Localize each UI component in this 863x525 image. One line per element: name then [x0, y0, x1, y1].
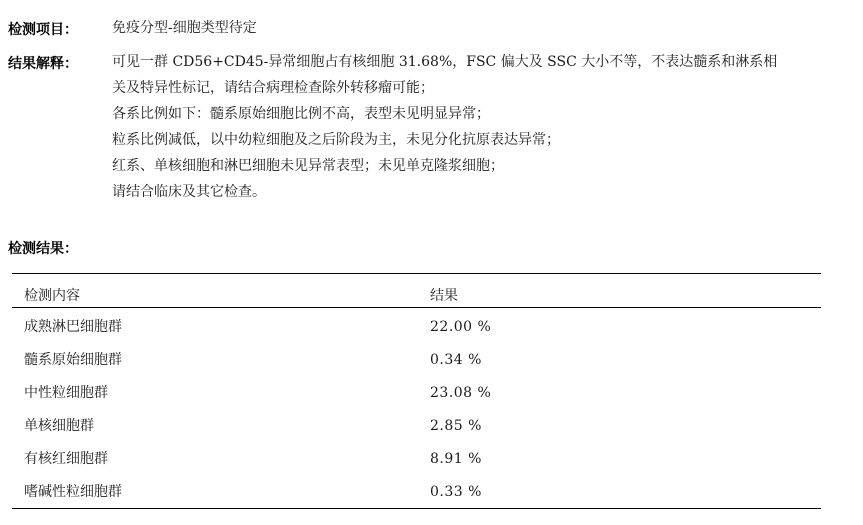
- table-header-rule: [12, 307, 821, 308]
- interpretation-line: 红系、单核细胞和淋巴细胞未见异常表型；未见单克隆浆细胞；: [112, 158, 504, 174]
- column-header-result: 结果: [430, 288, 458, 304]
- interpretation-line: 粒系比例减低，以中幼粒细胞及之后阶段为主，未见分化抗原表达异常；: [112, 132, 560, 148]
- test-item-label: 检测项目：: [8, 22, 78, 38]
- row-item-name: 有核红细胞群: [24, 451, 108, 467]
- table-top-rule: [12, 273, 821, 274]
- row-item-value: 22.00 %: [430, 319, 492, 335]
- interpretation-line: 请结合临床及其它检查。: [112, 184, 266, 200]
- row-item-name: 单核细胞群: [24, 418, 94, 434]
- results-label: 检测结果：: [8, 241, 78, 257]
- row-item-value: 23.08 %: [430, 385, 492, 401]
- interpretation-label: 结果解释：: [8, 56, 78, 72]
- interpretation-line: 关及特异性标记，请结合病理检查除外转移瘤可能；: [112, 80, 434, 96]
- table-bottom-rule: [12, 508, 821, 509]
- row-item-name: 中性粒细胞群: [24, 385, 108, 401]
- row-item-name: 成熟淋巴细胞群: [24, 319, 122, 335]
- row-item-value: 2.85 %: [430, 418, 482, 434]
- row-item-value: 0.33 %: [430, 484, 482, 500]
- row-item-value: 0.34 %: [430, 352, 482, 368]
- row-item-name: 髓系原始细胞群: [24, 352, 122, 368]
- column-header-item: 检测内容: [24, 288, 80, 304]
- row-item-name: 嗜碱性粒细胞群: [24, 484, 122, 500]
- row-item-value: 8.91 %: [430, 451, 482, 467]
- test-item-value: 免疫分型-细胞类型待定: [112, 20, 257, 36]
- interpretation-line: 可见一群 CD56+CD45-异常细胞占有核细胞 31.68%，FSC 偏大及 SSC 大小不等，不表达髓系和淋系相: [112, 54, 778, 70]
- interpretation-text: [112, 49, 852, 205]
- interpretation-line: 各系比例如下：髓系原始细胞比例不高，表型未见明显异常；: [112, 106, 490, 122]
